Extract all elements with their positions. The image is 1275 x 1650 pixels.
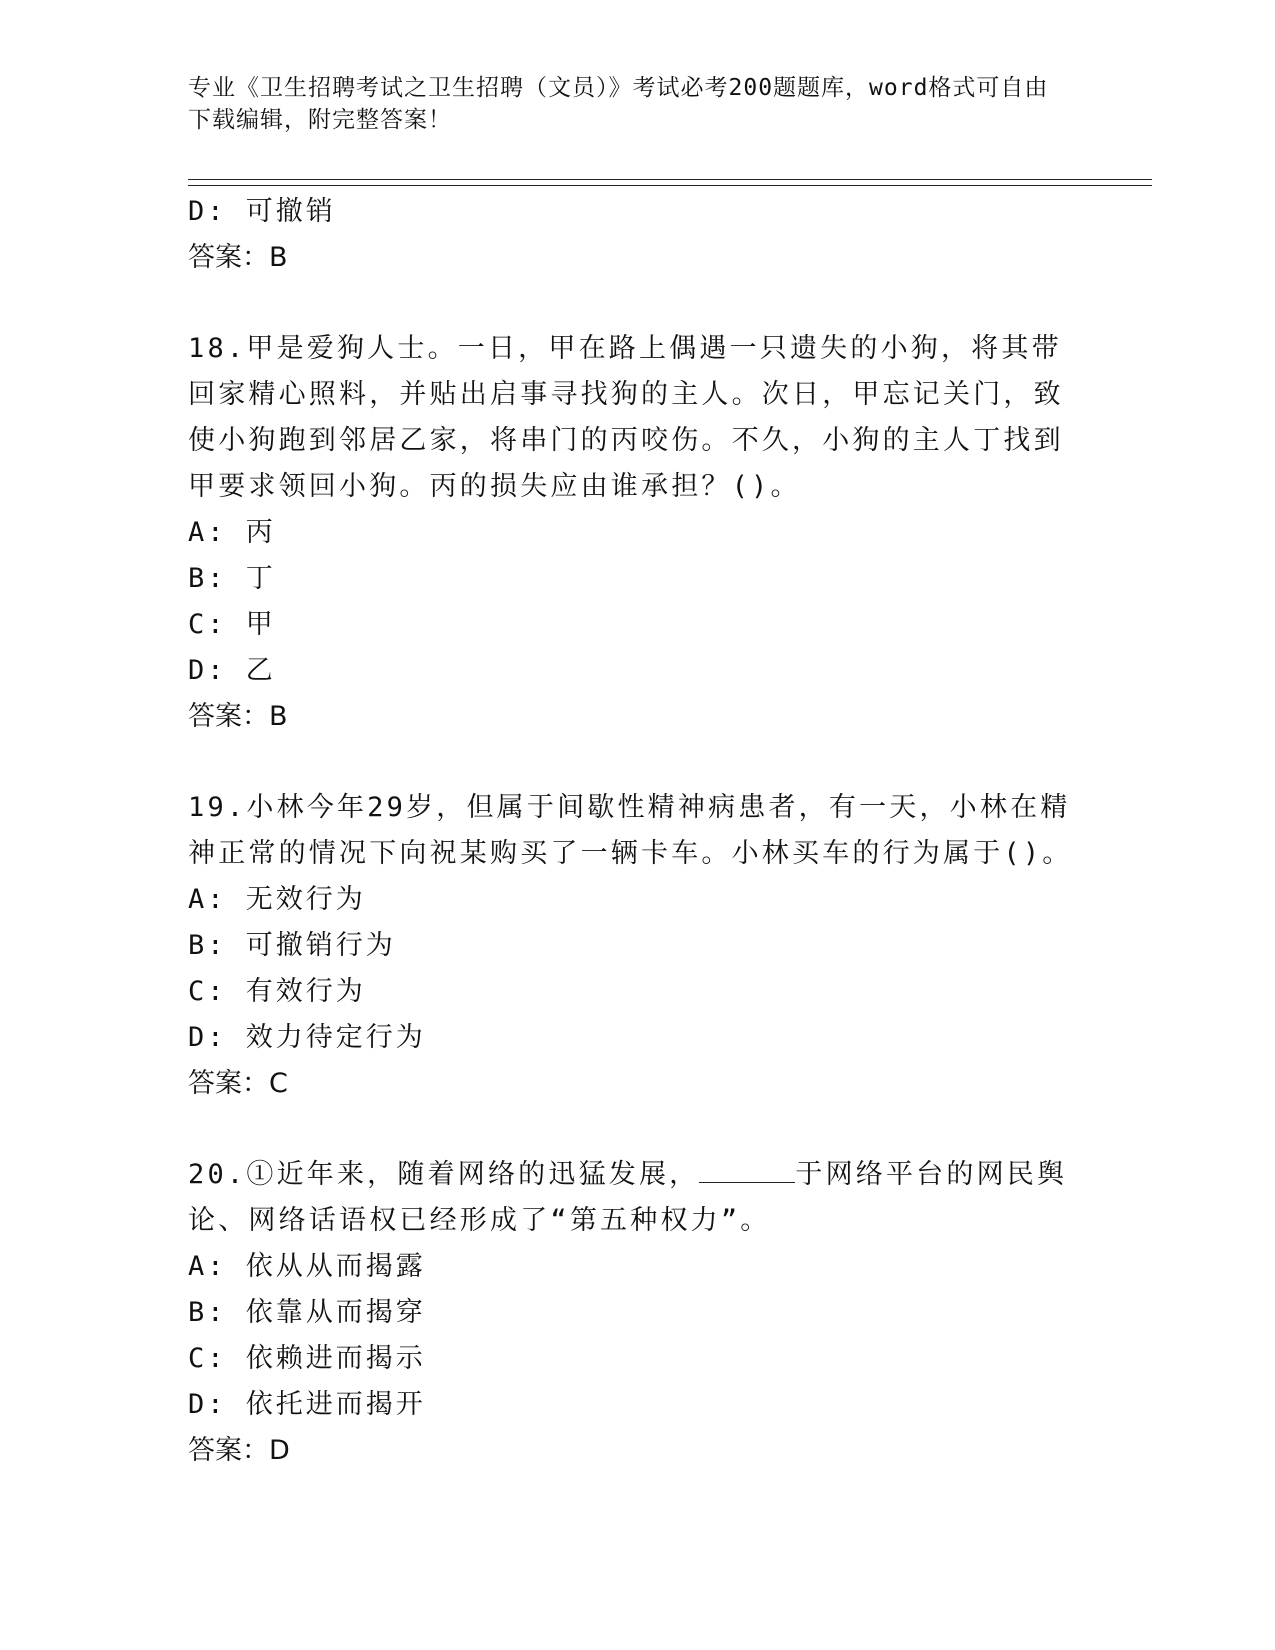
option-c: C: 有效行为 <box>188 976 366 1007</box>
option-a: A: 丙 <box>188 517 276 548</box>
question-text-end: 于网络平台的网民舆论、网络话语权已经形成了“第五种权力”。 <box>188 1159 1068 1236</box>
answer: 答案：C <box>188 1068 288 1099</box>
option-d: D: 效力待定行为 <box>188 1022 426 1053</box>
fill-in-blank <box>699 1154 795 1183</box>
question-20 <box>188 1152 1088 1474</box>
option-d: D: 乙 <box>188 655 276 686</box>
question-text: 18.甲是爱狗人士。一日，甲在路上偶遇一只遗失的小狗，将其带回家精心照料，并贴出启事寻找狗的主人。次日，甲忘记关门，致使小狗跑到邻居乙家，将串门的丙咬伤。不久，小狗的主人丁找到甲要求领回小狗。丙的损失应由谁承担？()。 <box>188 333 1064 502</box>
option-b: B: 依靠从而揭穿 <box>188 1297 426 1328</box>
header-rule-top <box>188 179 1152 180</box>
option-b: B: 丁 <box>188 563 276 594</box>
question-18 <box>188 326 1088 740</box>
question-content <box>188 189 1088 1474</box>
option-a: A: 无效行为 <box>188 884 366 915</box>
option-c: C: 甲 <box>188 609 276 640</box>
question-text <box>188 1152 1088 1244</box>
option-b: B: 可撤销行为 <box>188 930 396 961</box>
answer: 答案：D <box>188 1435 290 1466</box>
option-a: A: 依从从而揭露 <box>188 1251 426 1282</box>
header-rule-bottom <box>188 185 1152 186</box>
question-text-start: 20.①近年来，随着网络的迅猛发展， <box>188 1159 700 1190</box>
document-header: 专业《卫生招聘考试之卫生招聘（文员）》考试必考200题题库，word格式可自由下载编辑，附完整答案！ <box>188 75 1049 133</box>
prev-option-d: D: 可撤销 <box>188 196 336 227</box>
prev-answer: 答案：B <box>188 242 288 273</box>
option-c: C: 依赖进而揭示 <box>188 1343 426 1374</box>
answer: 答案：B <box>188 701 288 732</box>
option-d: D: 依托进而揭开 <box>188 1389 426 1420</box>
question-text: 19.小林今年29岁，但属于间歇性精神病患者，有一天，小林在精神正常的情况下向祝某购买了一辆卡车。小林买车的行为属于()。 <box>188 792 1073 869</box>
question-19 <box>188 785 1088 1107</box>
